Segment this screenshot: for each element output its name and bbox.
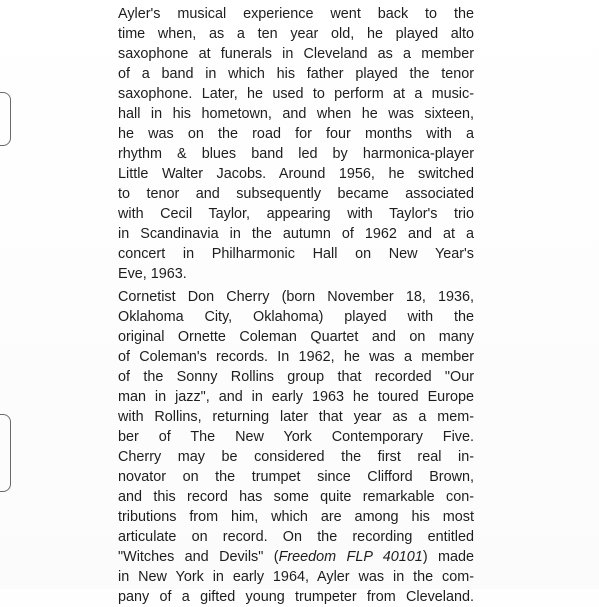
text-line: with Cecil Taylor, appearing with Taylor's trio — [118, 206, 474, 222]
text-line: novator on the trumpet since Clifford Brown, — [118, 469, 474, 485]
text-line: Eve, 1963. — [118, 266, 187, 282]
text-line: Cherry may be considered the first real in- — [118, 449, 474, 465]
paragraph-don-cherry — [118, 287, 474, 607]
text-line: of a band in which his father played the tenor — [118, 66, 474, 82]
text-line: with Rollins, returning later that year as a mem- — [118, 409, 474, 425]
text-line: in Scandinavia in the autumn of 1962 and at a — [118, 226, 474, 242]
text-segment: "Witches and Devils" ( — [118, 549, 279, 565]
text-line: time when, as a ten year old, he played alto — [118, 26, 474, 42]
text-line: he was on the road for four months with a — [118, 126, 474, 142]
text-line: in New York in early 1964, Ayler was in the com- — [118, 569, 474, 585]
staple-top — [0, 92, 11, 146]
text-line: of Coleman's records. In 1962, he was a member — [118, 349, 474, 365]
catalog-number: Freedom FLP 40101 — [278, 549, 423, 565]
text-line: articulate on record. On the recording entitled — [118, 529, 474, 545]
text-line: of the Sonny Rollins group that recorded "Our — [118, 369, 474, 385]
text-line: original Ornette Coleman Quartet and on many — [118, 329, 474, 345]
text-line: saxophone. Later, he used to perform at a music- — [118, 86, 474, 102]
text-line: pany of a gifted young trumpeter from Cleveland. — [118, 589, 474, 605]
text-line: Ayler's musical experience went back to the — [118, 6, 474, 22]
text-line: hall in his hometown, and when he was sixteen, — [118, 106, 474, 122]
text-line: concert in Philharmonic Hall on New Year's — [118, 246, 474, 262]
text-line: ber of The New York Contemporary Five. — [118, 429, 474, 445]
text-line: to tenor and subsequently became associated — [118, 186, 474, 202]
text-segment: ) made — [422, 549, 474, 565]
text-line: Cornetist Don Cherry (born November 18, 1936, — [118, 289, 474, 305]
staple-bottom — [0, 414, 11, 492]
text-line-with-catalog — [118, 547, 474, 567]
text-line: and this record has some quite remarkable con- — [118, 489, 474, 505]
text-line: man in jazz", and in early 1963 he toured Europe — [118, 389, 474, 405]
text-line: saxophone at funerals in Cleveland as a member — [118, 46, 474, 62]
text-line: Little Walter Jacobs. Around 1956, he switched — [118, 166, 474, 182]
paragraph-ayler-experience — [118, 4, 474, 284]
text-line: Oklahoma City, Oklahoma) played with the — [118, 309, 474, 325]
text-line: tributions from him, which are among his most — [118, 509, 474, 525]
text-line: rhythm & blues band led by harmonica-player — [118, 146, 474, 162]
